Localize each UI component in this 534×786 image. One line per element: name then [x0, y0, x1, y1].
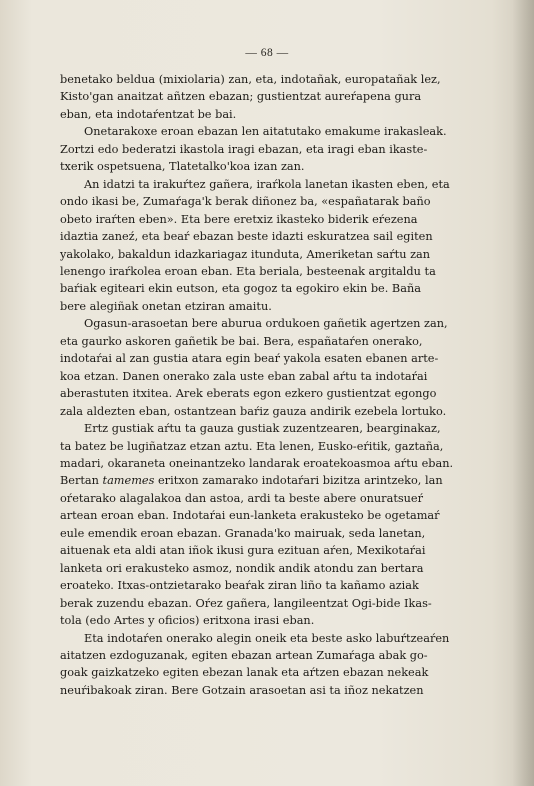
text-line: neuŕibakoak ziran. Bere Gotzain arasoetan asi ta iñoz nekatzen — [60, 683, 424, 697]
text-line: aitatzen ezdoguzanak, egiten ebazan artean Zumaŕaga abak go- — [60, 648, 428, 662]
text-line: aberastuten itxitea. Arek eberats egon ezkero gustientzat egongo — [60, 387, 437, 401]
text-line: ondo ikasi be, Zumaŕaga'k berak diñonez ba, «españatarak baño — [60, 195, 431, 209]
text-line: ta batez be lugiñatzaz etzan aztu. Eta lenen, Eusko-eŕitik, gaztaña, — [60, 439, 444, 453]
paragraph — [60, 630, 513, 700]
paragraph — [60, 420, 513, 629]
text-line: zala aldezten eban, ostantzean baŕiz gauza andirik ezebela lortuko. — [60, 404, 447, 418]
text-line: baŕiak egiteari ekin eutson, eta gogoz ta egokiro ekin be. Baña — [60, 282, 421, 296]
text-line: benetako beldua (mixiolaria) zan, eta, indotañak, europatañak lez, — [60, 73, 441, 86]
text-line: eta gaurko askoren gañetik be bai. Bera, españataŕen onerako, — [60, 334, 423, 348]
text-line: eban, eta indotaŕentzat be bai. — [60, 107, 237, 121]
text-line: aituenak eta aldi atan iñok ikusi gura ezituan aŕen, Mexikotaŕai — [60, 544, 426, 558]
text-line: Ertz gustiak aŕtu ta gauza gustiak zuzentzearen, bearginakaz, — [84, 422, 441, 436]
paragraph — [60, 176, 513, 316]
body-text — [60, 71, 513, 699]
text-line: madari, okaraneta oneinantzeko landarak eroatekoasmoa aŕtu eban. — [60, 456, 454, 470]
paragraph — [60, 315, 513, 420]
text-line: eroateko. Itxas-ontzietarako beaŕak ziran liño ta kañamo aziak — [60, 579, 419, 593]
paragraph — [60, 71, 513, 123]
text-line: indotaŕai al zan gustia atara egin beaŕ yakola esaten ebanen arte- — [60, 352, 439, 366]
text-line: berak zuzendu ebazan. Oŕez gañera, langileentzat Ogi-bide Ikas- — [60, 596, 432, 610]
text-line: txerik ospetsuena, Tlatetalko'koa izan zan. — [60, 160, 305, 174]
text-line: yakolako, bakaldun idazkariagaz itunduta, Ameriketan saŕtu zan — [60, 247, 431, 261]
text-line: Bertan tamemes eritxon zamarako indotaŕari bizitza arintzeko, lan — [60, 474, 443, 488]
text-line: An idatzi ta irakuŕtez gañera, iraŕkola lanetan ikasten eben, eta — [84, 177, 450, 191]
text-line: Onetarakoxe eroan ebazan len aitatutako emakume irakasleak. — [84, 125, 447, 139]
text-line: lenengo iraŕkolea eroan eban. Eta beriala, besteenak argitaldu ta — [60, 264, 436, 278]
text-line: artean eroan eban. Indotaŕai eun-lanketa erakusteko be ogetamaŕ — [60, 509, 440, 523]
text-line: goak gaizkatzeko egiten ebezan lanak eta aŕtzen ebazan nekeak — [60, 666, 429, 680]
text-line: Eta indotaŕen onerako alegin oneik eta beste asko labuŕtzeaŕen — [84, 631, 450, 645]
italic-term: tamemes — [102, 474, 155, 488]
text-line: bere alegiñak onetan etziran amaitu. — [60, 299, 272, 313]
text-line: Zortzi edo bederatzi ikastola iragi ebazan, eta iragi eban ikaste- — [60, 142, 428, 156]
text-line: lanketa ori erakusteko asmoz, nondik andik atondu zan bertara — [60, 561, 424, 575]
text-line: tola (edo Artes y oficios) eritxona irasi eban. — [60, 614, 315, 628]
paragraph — [60, 123, 513, 175]
spine-shadow — [512, 0, 534, 786]
text-line: Kisto'gan anaitzat añtzen ebazan; gustientzat aureŕapena gura — [60, 90, 422, 104]
text-line: idaztia zaneź, eta beaŕ ebazan beste idazti eskuratzea sail egiten — [60, 230, 433, 244]
text-line: oŕetarako alagalakoa dan astoa, ardi ta beste abere onuratsueŕ — [60, 491, 424, 505]
text-line: Ogasun-arasoetan bere aburua ordukoen gañetik agertzen zan, — [84, 317, 448, 331]
text-line: eule emendik eroan ebazan. Granada'ko mairuak, seda lanetan, — [60, 526, 426, 540]
text-line: obeto iraŕten eben». Eta bere eretxiz ikasteko biderik eŕezena — [60, 212, 418, 226]
page-number: — 68 — — [245, 47, 289, 59]
text-line: koa etzan. Danen onerako zala uste eban zabal aŕtu ta indotaŕai — [60, 369, 428, 383]
